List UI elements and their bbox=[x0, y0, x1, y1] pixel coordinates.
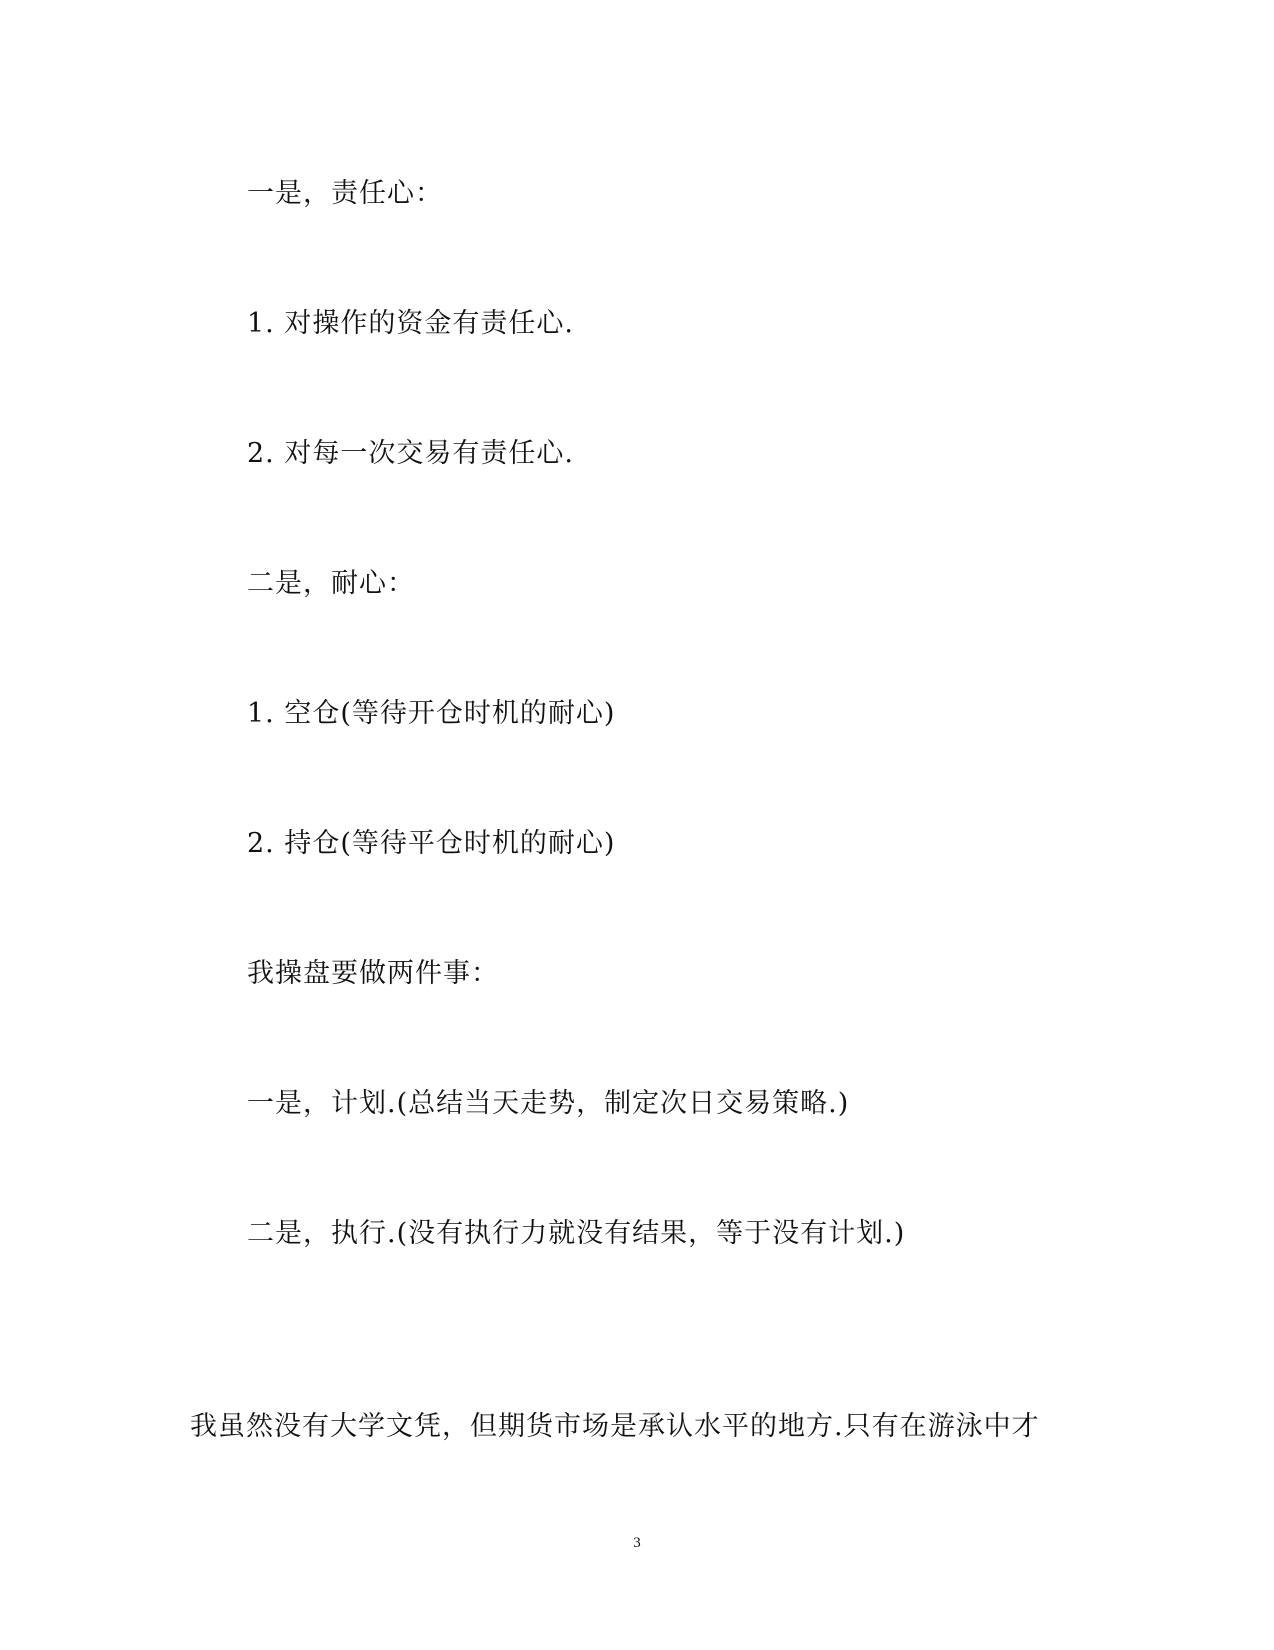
paragraph-line: 我虽然没有大学文凭，但期货市场是承认水平的地方.只有在游泳中才 bbox=[190, 1411, 1040, 1442]
paragraph-line: 我操盘要做两件事： bbox=[247, 958, 499, 989]
paragraph-line: 2. 对每一次交易有责任心. bbox=[247, 438, 574, 469]
page-number: 3 bbox=[633, 1535, 641, 1551]
paragraph-line: 一是，计划.(总结当天走势，制定次日交易策略.) bbox=[247, 1088, 850, 1119]
paragraph-line: 一是，责任心： bbox=[247, 178, 443, 209]
paragraph-line: 二是，执行.(没有执行力就没有结果，等于没有计划.) bbox=[247, 1218, 906, 1249]
paragraph-line: 1. 空仓(等待开仓时机的耐心) bbox=[247, 698, 616, 729]
paragraph-line: 二是，耐心： bbox=[247, 568, 415, 599]
paragraph-line: 1. 对操作的资金有责任心. bbox=[247, 308, 574, 339]
paragraph-line: 2. 持仓(等待平仓时机的耐心) bbox=[247, 828, 616, 859]
